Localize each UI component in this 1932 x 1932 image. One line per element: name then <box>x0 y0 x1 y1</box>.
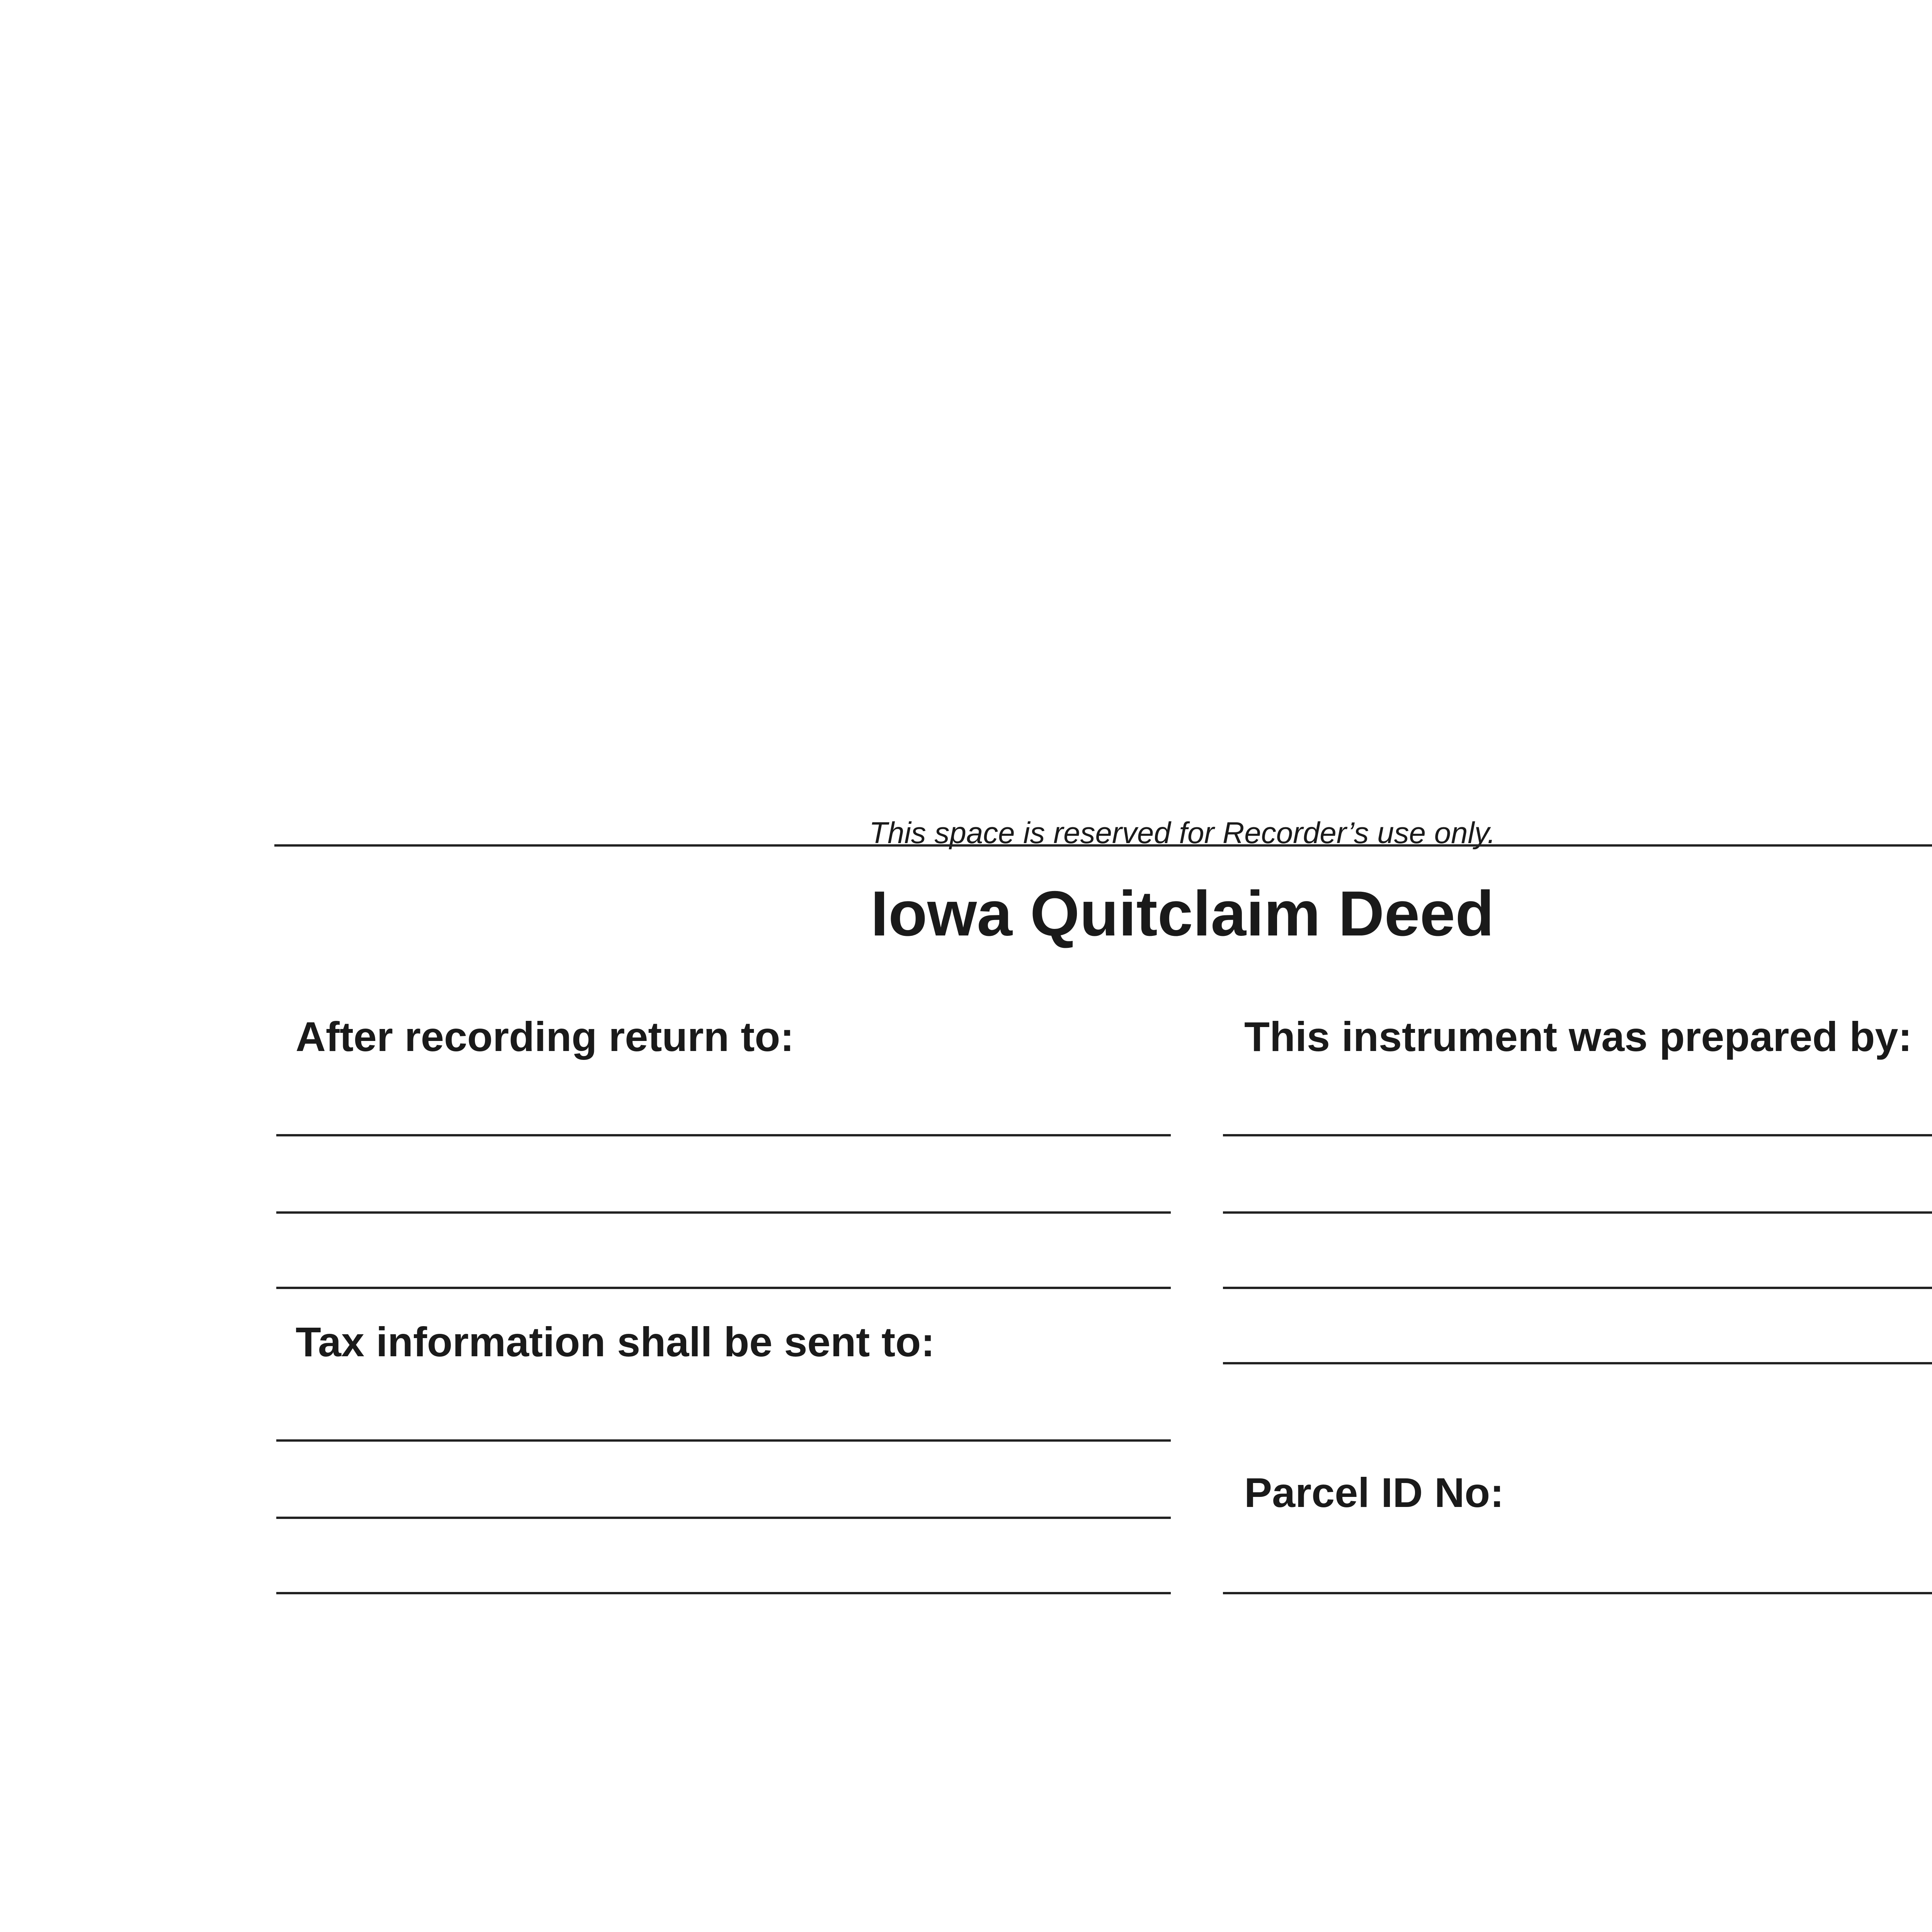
prepared-by-line-4[interactable] <box>1223 1362 1932 1364</box>
recorder-divider <box>274 844 1932 847</box>
parcel-id-label: Parcel ID No: <box>1244 1469 1504 1516</box>
parcel-id-line[interactable] <box>1223 1592 1932 1594</box>
return-to-line-1[interactable] <box>276 1134 1171 1136</box>
tax-info-label: Tax information shall be sent to: <box>296 1318 935 1365</box>
return-to-line-3[interactable] <box>276 1287 1171 1289</box>
recorder-note: This space is reserved for Recorder’s use only. <box>869 816 1496 850</box>
return-to-line-2[interactable] <box>276 1211 1171 1214</box>
prepared-by-label: This instrument was prepared by: <box>1244 1013 1912 1060</box>
tax-info-line-1[interactable] <box>276 1439 1171 1442</box>
prepared-by-line-1[interactable] <box>1223 1134 1932 1136</box>
return-to-label: After recording return to: <box>296 1013 794 1060</box>
tax-info-line-2[interactable] <box>276 1517 1171 1519</box>
prepared-by-line-3[interactable] <box>1223 1287 1932 1289</box>
page-title: Iowa Quitclaim Deed <box>871 878 1494 949</box>
tax-info-line-3[interactable] <box>276 1592 1171 1594</box>
prepared-by-line-2[interactable] <box>1223 1211 1932 1214</box>
